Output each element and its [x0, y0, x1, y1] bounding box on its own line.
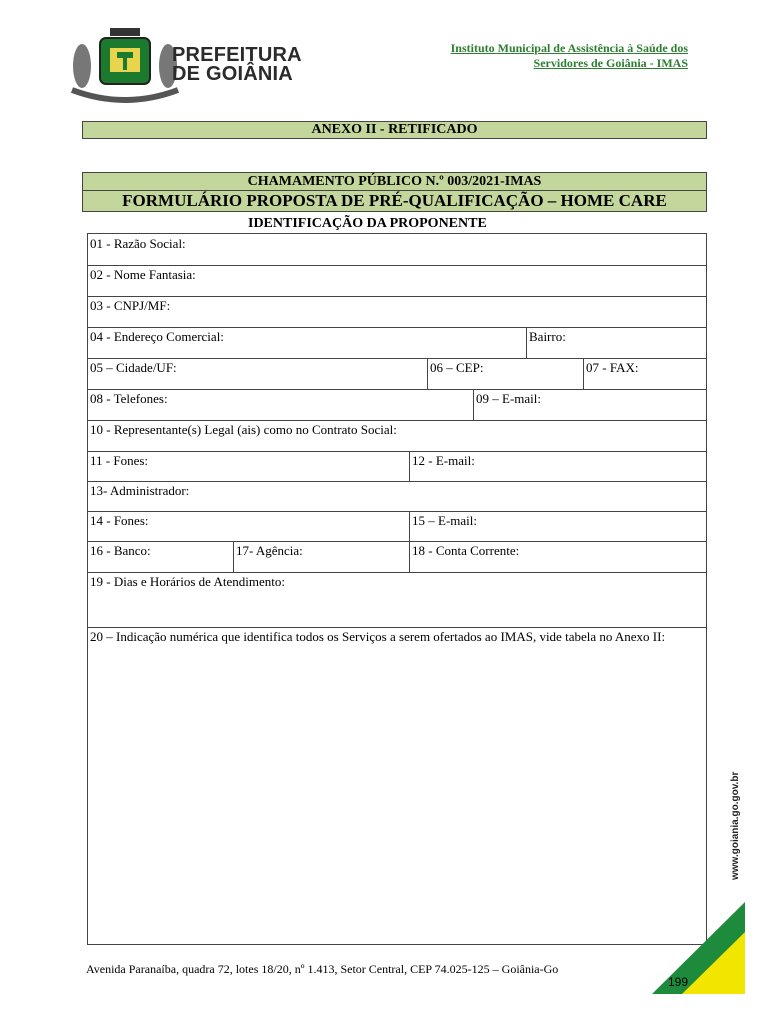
- institution-line-1: Instituto Municipal de Assistência à Saúde dos: [450, 41, 688, 55]
- field-representante[interactable]: 10 - Representante(s) Legal (ais) como no Contrato Social:: [90, 422, 397, 437]
- field-fones-11[interactable]: 11 - Fones:: [90, 453, 149, 468]
- field-telefones[interactable]: 08 - Telefones:: [90, 391, 168, 406]
- field-nome-fantasia[interactable]: 02 - Nome Fantasia:: [90, 267, 196, 282]
- field-email-09[interactable]: 09 – E-mail:: [473, 389, 706, 420]
- field-razao-social[interactable]: 01 - Razão Social:: [90, 236, 186, 251]
- field-bairro[interactable]: Bairro:: [526, 327, 706, 358]
- form-row: [88, 234, 706, 266]
- coat-of-arms-icon: [72, 28, 178, 100]
- corner-decoration: [652, 902, 745, 994]
- page-number: 199: [668, 975, 689, 989]
- institution-name: [451, 41, 688, 71]
- website-url: www.goiania.go.gov.br: [730, 771, 741, 880]
- form-row: [88, 265, 706, 297]
- footer-address: Avenida Paranaíba, quadra 72, lotes 18/20, nº 1.413, Setor Central, CEP 74.025-125 – Goiânia-Go: [86, 962, 559, 976]
- call-header: [82, 172, 707, 212]
- identification-form: [87, 233, 707, 945]
- logo-line-1: PREFEITURA: [172, 44, 302, 66]
- field-cep[interactable]: 06 – CEP:: [427, 358, 583, 389]
- form-row: [88, 541, 706, 573]
- field-email-12[interactable]: 12 - E-mail:: [409, 451, 706, 481]
- form-row: [88, 481, 706, 512]
- field-fax[interactable]: 07 - FAX:: [583, 358, 706, 389]
- field-servicos[interactable]: 20 – Indicação numérica que identifica todos os Serviços a serem ofertados ao IMAS, vide tabela no Anexo II:: [90, 629, 666, 644]
- form-row: [88, 572, 706, 628]
- annex-title: ANEXO II - RETIFICADO: [82, 121, 707, 139]
- form-row: [88, 327, 706, 359]
- logo-line-2: DE GOIÂNIA: [172, 63, 293, 85]
- section-title: IDENTIFICAÇÃO DA PROPONENTE: [248, 216, 487, 231]
- form-row: [88, 420, 706, 452]
- form-row: [88, 627, 706, 944]
- form-row: [88, 389, 706, 421]
- field-dias-horarios[interactable]: 19 - Dias e Horários de Atendimento:: [90, 574, 285, 589]
- field-banco[interactable]: 16 - Banco:: [90, 543, 151, 558]
- form-row: [88, 451, 706, 482]
- form-row: [88, 296, 706, 328]
- field-administrador[interactable]: 13- Administrador:: [90, 483, 190, 498]
- field-cnpj[interactable]: 03 - CNPJ/MF:: [90, 298, 171, 313]
- form-row: [88, 358, 706, 390]
- field-email-15[interactable]: 15 – E-mail:: [409, 511, 706, 541]
- field-agencia[interactable]: 17- Agência:: [233, 541, 409, 572]
- logo-wordmark: [172, 46, 302, 84]
- call-title: CHAMAMENTO PÚBLICO N.º 003/2021-IMAS: [247, 174, 542, 189]
- form-row: [88, 511, 706, 542]
- field-endereco[interactable]: 04 - Endereço Comercial:: [90, 329, 224, 344]
- field-cidade-uf[interactable]: 05 – Cidade/UF:: [90, 360, 177, 375]
- field-conta-corrente[interactable]: 18 - Conta Corrente:: [409, 541, 706, 572]
- form-title: FORMULÁRIO PROPOSTA DE PRÉ-QUALIFICAÇÃO – HOME CARE: [83, 190, 706, 211]
- institution-line-2: Servidores de Goiânia - IMAS: [533, 56, 688, 70]
- field-fones-14[interactable]: 14 - Fones:: [90, 513, 149, 528]
